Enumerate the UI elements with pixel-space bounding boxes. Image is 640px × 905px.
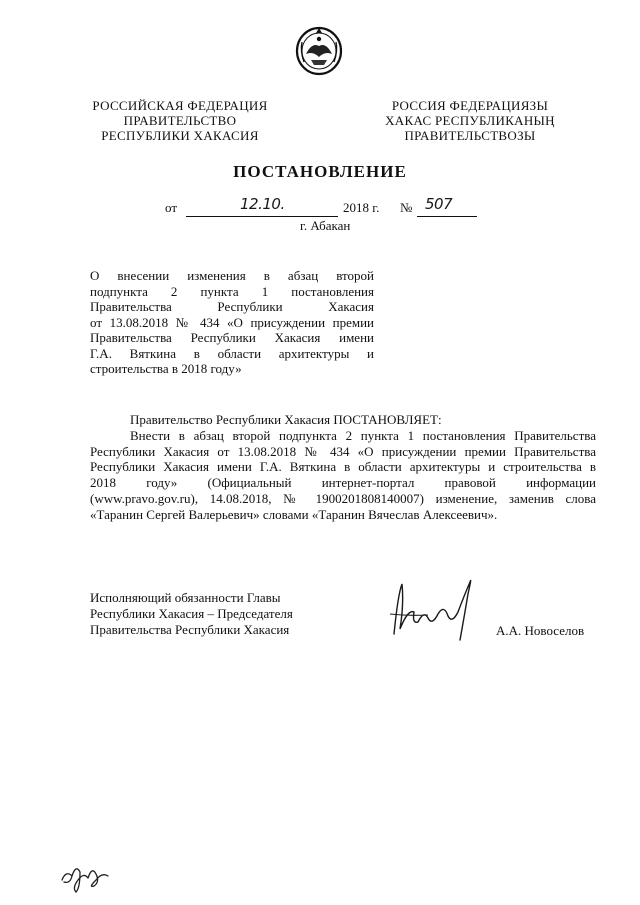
signatory-line2: Республики Хакасия – Председателя xyxy=(90,606,293,621)
number-handwritten: 507 xyxy=(425,195,453,213)
header-left xyxy=(80,98,280,143)
body-line: Республики Хакасия от 13.08.2018 № 434 «О присуждении премии Правительства xyxy=(90,443,596,459)
body-line: (www.pravo.gov.ru), 14.08.2018, № 1900201808140007) изменение, заменив слова xyxy=(90,490,596,506)
body-line: Внести в абзац второй подпункта 2 пункта 1 постановления Правительства xyxy=(130,427,596,443)
handwritten-signature xyxy=(388,574,498,644)
subject-line: подпункта 2 пункта 1 постановления xyxy=(90,283,374,299)
header-right-line1: РОССИЯ ФЕДЕРАЦИЯЗЫ xyxy=(391,98,549,113)
handwritten-mark xyxy=(58,858,114,894)
subject-line: О внесении изменения в абзац второй xyxy=(90,268,374,283)
document-title: ПОСТАНОВЛЕНИЕ xyxy=(233,162,407,181)
header-right-line3: ПРАВИТЕЛЬСТВОЗЫ xyxy=(404,128,536,143)
date-from-label: от xyxy=(165,200,178,215)
subject-line: Г.А. Вяткина в области архитектуры и xyxy=(90,345,374,361)
header-left-line3: РЕСПУБЛИКИ ХАКАСИЯ xyxy=(101,128,259,143)
number-label: № xyxy=(400,200,413,215)
decree-line: Правительство Республики Хакасия ПОСТАНОВЛЯЕТ: xyxy=(130,412,442,427)
subject-block xyxy=(90,268,374,377)
signatory-title xyxy=(90,590,293,638)
header-right xyxy=(370,98,570,143)
date-handwritten: 12.10. xyxy=(240,195,285,213)
header-right-line2: ХАКАС РЕСПУБЛИКАНЫҢ xyxy=(385,113,555,128)
signatory-line1: Исполняющий обязанности Главы xyxy=(90,590,281,605)
signatory-name: А.А. Новоселов xyxy=(496,623,585,638)
body-line: «Таранин Сергей Валерьевич» словами «Таранин Вячеслав Алексеевич». xyxy=(90,506,498,522)
header-left-line2: ПРАВИТЕЛЬСТВО xyxy=(123,113,237,128)
subject-line: Правительства Республики Хакасия имени xyxy=(90,330,374,345)
decree-body xyxy=(90,412,596,523)
header-left-line1: РОССИЙСКАЯ ФЕДЕРАЦИЯ xyxy=(92,98,268,113)
body-line: Республики Хакасия имени Г.А. Вяткина в области архитектуры и строительства в xyxy=(90,459,596,475)
subject-line: строительства в 2018 году» xyxy=(90,361,242,376)
signatory-line3: Правительства Республики Хакасия xyxy=(90,622,290,637)
year-text: 2018 г. xyxy=(343,200,380,215)
coat-of-arms-emblem xyxy=(294,24,344,76)
city: г. Абакан xyxy=(300,218,351,233)
subject-line: Правительства Республики Хакасия xyxy=(90,299,374,314)
subject-line: от 13.08.2018 № 434 «О присуждении премии xyxy=(90,314,374,330)
body-line: 2018 году» (Официальный интернет-портал правовой информации xyxy=(90,475,596,491)
